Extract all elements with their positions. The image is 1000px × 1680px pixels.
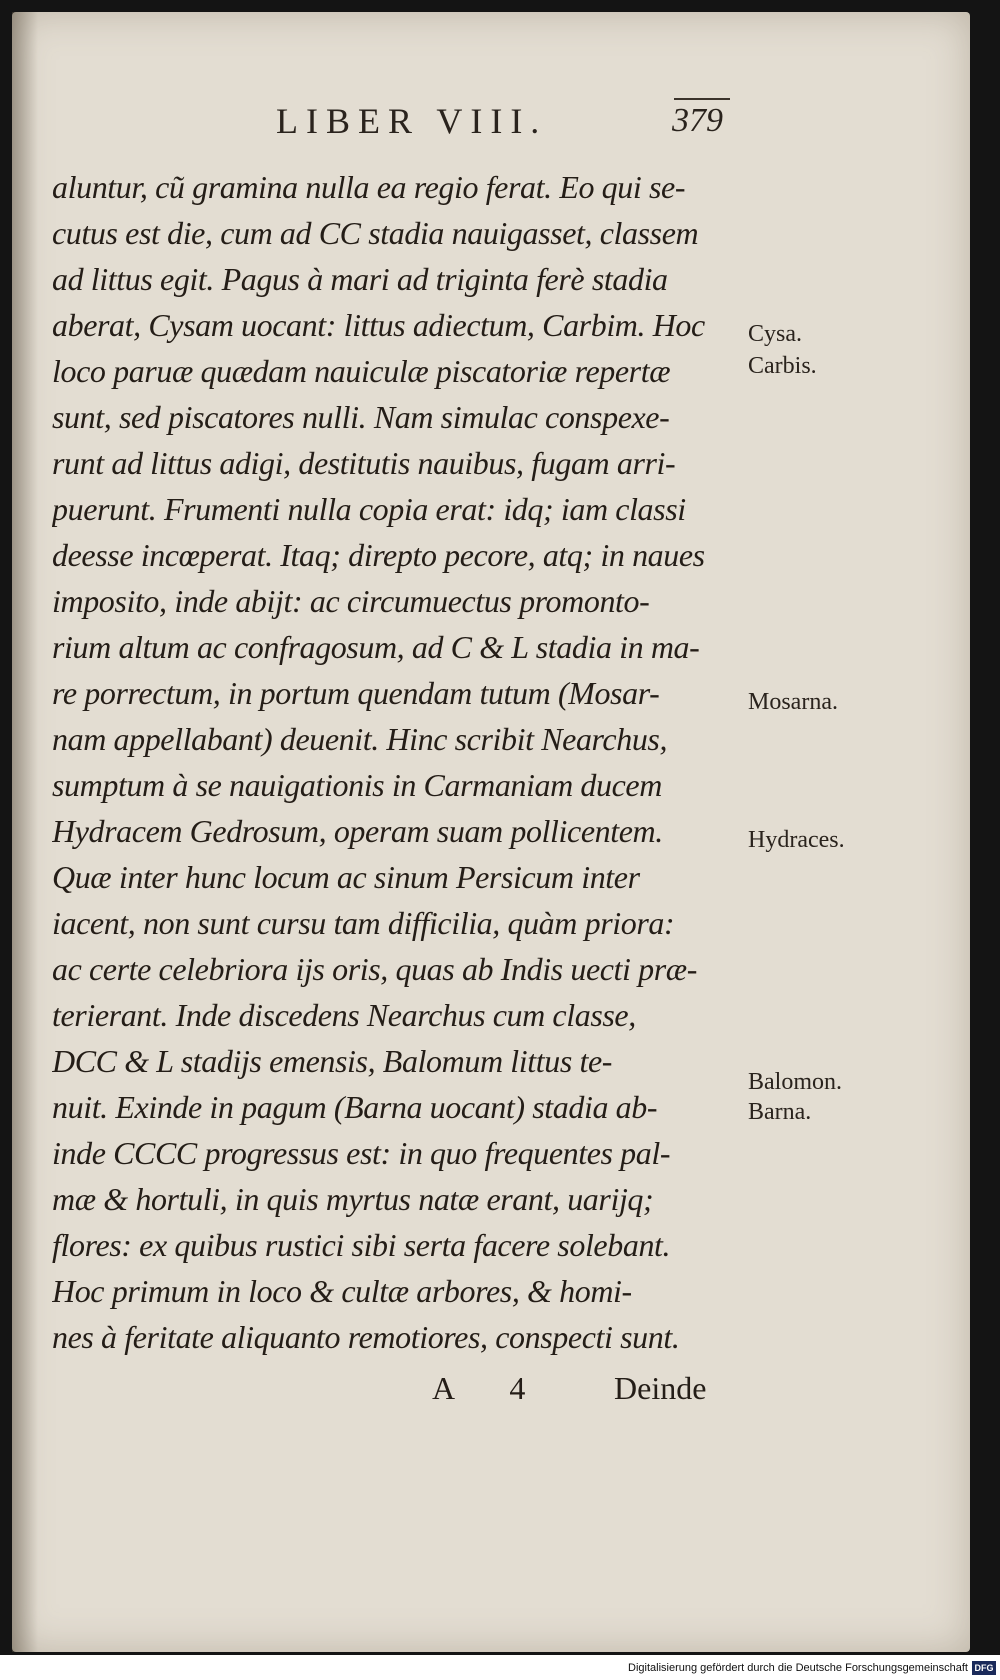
text-line: sunt, sed piscatores nulli. Nam simulac conspexe- (52, 399, 670, 435)
text-line: iacent, non sunt cursu tam difficilia, quàm priora: (52, 905, 675, 941)
catchword: Deinde (614, 1370, 707, 1406)
text-line: puerunt. Frumenti nulla copia erat: idq; iam classi (52, 491, 686, 527)
text-line: terierant. Inde discedens Nearchus cum classe, (52, 997, 636, 1033)
text-line: loco paruæ quædam nauiculæ piscatoriæ repertæ (52, 353, 671, 389)
text-line: rium altum ac confragosum, ad C & L stadia in ma- (52, 629, 700, 665)
text-line: mæ & hortuli, in quis myrtus natæ erant, uarijq; (52, 1181, 654, 1217)
margin-note-mosarna: Mosarna. (748, 689, 838, 715)
text-line: imposito, inde abijt: ac circumuectus promonto- (52, 583, 650, 619)
main-text-block (52, 164, 732, 1360)
digitization-credit: Digitalisierung gefördert durch die Deutsche Forschungsgemeinschaft (628, 1662, 968, 1674)
margin-note-balomon: Balomon. (748, 1069, 842, 1095)
text-line: Hoc primum in loco & cultæ arbores, & homi- (52, 1273, 632, 1309)
text-line: ad littus egit. Pagus à mari ad triginta ferè stadia (52, 261, 668, 297)
text-line: re porrectum, in portum quendam tutum (Mosar- (52, 675, 660, 711)
page-footer (0, 1370, 1000, 1410)
folio-rule (674, 98, 730, 100)
text-line: sumptum à se nauigationis in Carmaniam ducem (52, 767, 662, 803)
margin-note-carbis: Carbis. (748, 353, 817, 379)
running-title: LIBER VIII. (276, 101, 548, 141)
text-line: ac certe celebriora ijs oris, quas ab Indis uecti præ- (52, 951, 697, 987)
page-header (0, 100, 1000, 150)
text-line: cutus est die, cum ad CC stadia nauigasset, classem (52, 215, 699, 251)
text-line: aluntur, cũ gramina nulla ea regio ferat. Eo qui se- (52, 169, 686, 205)
page-number: 379 (672, 102, 723, 139)
text-line: aberat, Cysam uocant: littus adiectum, Carbim. Hoc (52, 307, 705, 343)
text-line: nes à feritate aliquanto remotiores, conspecti sunt. (52, 1319, 680, 1355)
text-line: Quæ inter hunc locum ac sinum Persicum inter (52, 859, 640, 895)
dfg-logo: DFG (972, 1661, 996, 1675)
text-line: DCC & L stadijs emensis, Balomum littus te- (52, 1043, 613, 1079)
text-line: inde CCCC progressus est: in quo frequentes pal- (52, 1135, 671, 1171)
margin-note-barna: Barna. (748, 1099, 812, 1125)
text-line: nuit. Exinde in pagum (Barna uocant) stadia ab- (52, 1089, 658, 1125)
text-line: Hydracem Gedrosum, operam suam pollicentem. (52, 813, 663, 849)
text-line: flores: ex quibus rustici sibi serta facere solebant. (52, 1227, 671, 1263)
signature-mark: A 4 (432, 1370, 550, 1406)
text-line: runt ad littus adigi, destitutis nauibus, fugam arri- (52, 445, 676, 481)
text-line: nam appellabant) deuenit. Hinc scribit Nearchus, (52, 721, 668, 757)
margin-note-cysa: Cysa. (748, 321, 802, 347)
margin-note-hydraces: Hydraces. (748, 827, 845, 853)
text-line: deesse incœperat. Itaq; direpto pecore, atq; in naues (52, 537, 705, 573)
